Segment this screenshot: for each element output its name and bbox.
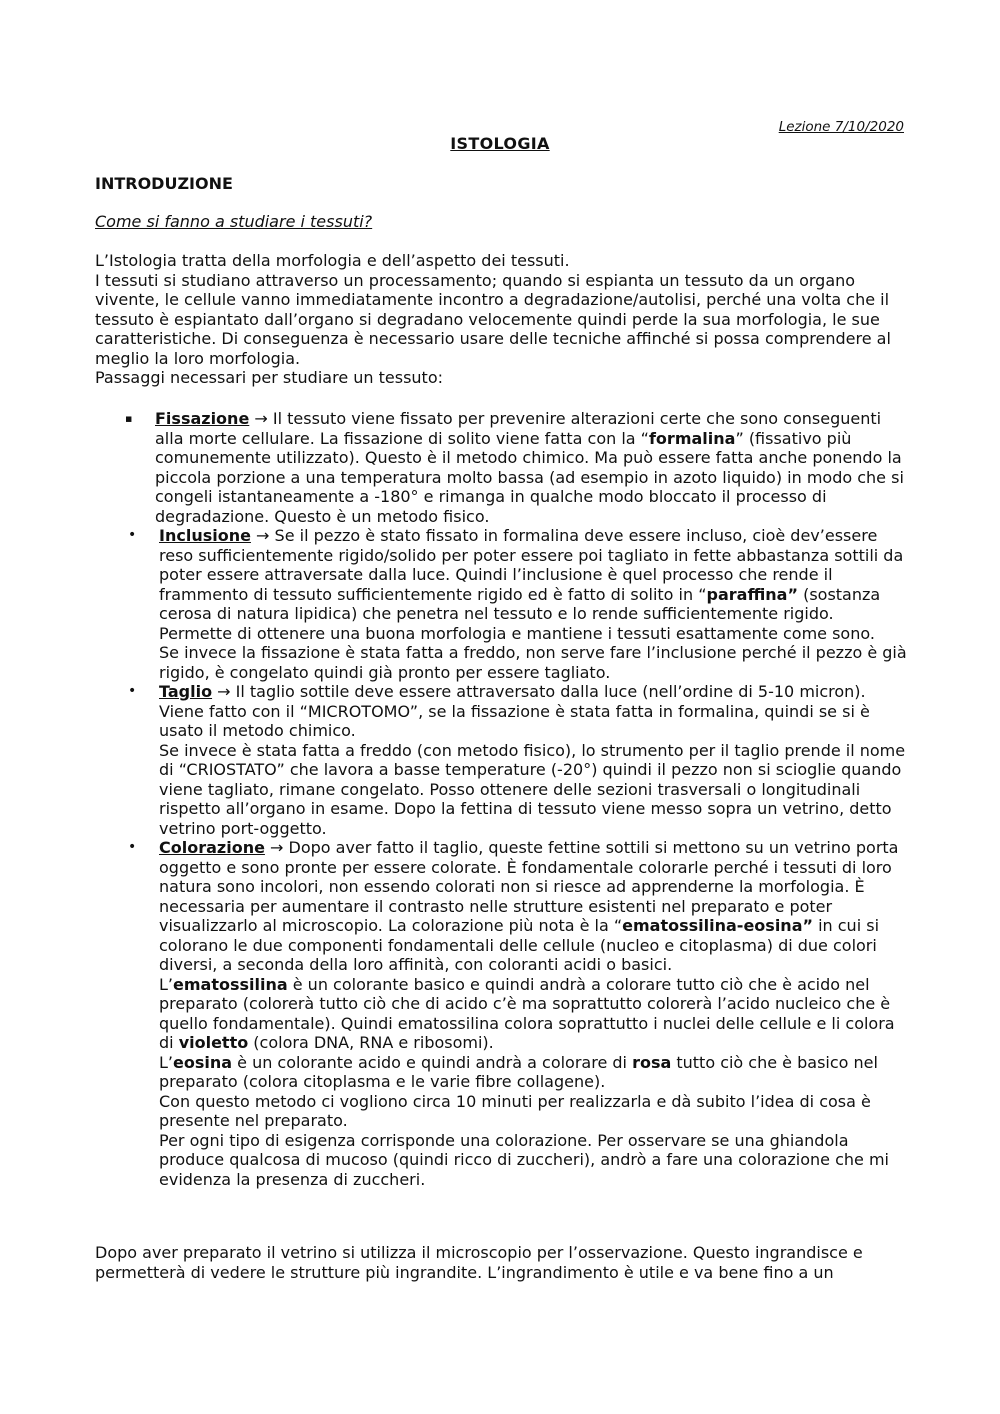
section-heading: INTRODUZIONE bbox=[95, 174, 233, 193]
bullet-icon: • bbox=[128, 683, 137, 699]
step-text: è un colorante basico e quindi andrà a colorare tutto ciò che è acido nel preparato (colorerà tutto ciò che di acido c’è ma soprattutto colorerà l’acido nucleico che è quello fondamentale). Quindi ematossilina colora soprattutto i nuclei delle cellule e li colora di bbox=[159, 974, 895, 1052]
step-paragraph: Con questo metodo ci vogliono circa 10 minuti per realizzarla e dà subito l’idea di cosa è presente nel preparato. bbox=[159, 1091, 871, 1130]
step-paragraph: Se invece la fissazione è stata fatta a freddo, non serve fare l’inclusione perché il pezzo è già rigido, è congelato quindi già pronto per essere tagliato. bbox=[159, 643, 907, 682]
bullet-icon: • bbox=[128, 527, 137, 543]
arrow-right-icon: → bbox=[264, 838, 289, 857]
arrow-right-icon: → bbox=[250, 526, 275, 545]
step-paragraph bbox=[155, 409, 910, 526]
step-text: in cui si colorano le due componenti fondamentali delle cellule (nucleo e citoplasma) di due colori diversi, a seconda della loro affinità, con coloranti acidi o basici. bbox=[159, 916, 880, 974]
step-text: è un colorante acido e quindi andrà a colorare di bbox=[232, 1052, 633, 1072]
step-paragraph bbox=[159, 1053, 910, 1092]
page-title: ISTOLOGIA bbox=[450, 134, 550, 153]
step-text: Dopo aver fatto il taglio, queste fettine sottili si mettono su un vetrino porta oggetto e sono pronte per essere colorate. È fondamentale colorarle perché i tessuti di loro natura sono incolori, non essendo colorati non si riesce ad apprenderne la morfologia. È necessaria per aumentare il contrasto nelle strutture esistenti nel preparato e poter visualizzarlo al microscopio. La colorazione più nota è la “ bbox=[159, 838, 899, 935]
step-text: (sostanza cerosa di natura lipidica) che penetra nel tessuto e lo rende sufficientemente rigido. Permette di ottenere una buona morfologia e mantiene i tessuti esattamente come sono. bbox=[159, 584, 881, 643]
step-text: L’ bbox=[159, 974, 173, 994]
bold-text: ematossilina bbox=[173, 974, 288, 994]
step-text: Se il pezzo è stato fissato in formalina deve essere incluso, cioè dev’essere reso sufficientemente rigido/solido per poter essere poi tagliato in fette abbastanza sottili da poter essere attraversate dalla luce. Quindi l’inclusione è quel processo che rende il frammento di tessuto sufficientemente rigido ed è fatto di solito in “ bbox=[159, 526, 904, 604]
bold-text: eosina bbox=[173, 1052, 233, 1072]
step-text: (colora DNA, RNA e ribosomi). bbox=[248, 1033, 494, 1052]
intro-text bbox=[95, 251, 910, 388]
step-paragraph bbox=[159, 526, 910, 643]
step-paragraph bbox=[159, 838, 910, 975]
bold-text: ematossilina-eosina” bbox=[622, 916, 813, 935]
lesson-date: Lezione 7/10/2020 bbox=[778, 119, 904, 135]
list-item-taglio bbox=[95, 682, 910, 838]
step-paragraph bbox=[159, 682, 910, 741]
arrow-right-icon: → bbox=[212, 682, 236, 701]
steps-list bbox=[95, 409, 910, 1189]
term-fissazione: Fissazione bbox=[155, 409, 250, 428]
step-text: Il taglio sottile deve essere attraversato dalla luce (nell’ordine di 5-10 micron). Viene fatto con il “MICROTOMO”, se la fissazione è stata fatta in formalina, quindi se si è usato il metodo chimico. bbox=[159, 682, 870, 740]
square-bullet-icon: ▪ bbox=[125, 412, 133, 425]
term-taglio: Taglio bbox=[159, 682, 213, 701]
step-paragraph: Per ogni tipo di esigenza corrisponde una colorazione. Per osservare se una ghiandola produce qualcosa di mucoso (quindi ricco di zuccheri), andrò a fare una colorazione che mi evidenza la presenza di zuccheri. bbox=[159, 1130, 889, 1189]
term-colorazione: Colorazione bbox=[159, 838, 265, 857]
list-item-colorazione bbox=[95, 838, 910, 1189]
intro-line: L’Istologia tratta della morfologia e dell’aspetto dei tessuti. bbox=[95, 251, 570, 270]
step-paragraph bbox=[159, 975, 910, 1053]
steps-intro: Passaggi necessari per studiare un tessuto: bbox=[95, 368, 443, 387]
closing-paragraph bbox=[95, 1243, 910, 1282]
bold-text: violetto bbox=[178, 1033, 249, 1052]
section-question: Come si fanno a studiare i tessuti? bbox=[95, 212, 373, 231]
term-inclusione: Inclusione bbox=[159, 526, 251, 545]
intro-paragraph: I tessuti si studiano attraverso un processamento; quando si espianta un tessuto da un organo vivente, le cellule vanno immediatamente incontro a degradazione/autolisi, perché una volta che il tessuto è espiantato dall’organo si degradano velocemente quindi perde la sua morfologia, le sue caratteristiche. Di conseguenza è necessario usare delle tecniche affinché si possa comprendere al meglio la loro morfologia. bbox=[95, 270, 891, 368]
bold-text: paraffina” bbox=[706, 584, 798, 604]
step-text: L’ bbox=[159, 1052, 173, 1072]
arrow-right-icon: → bbox=[249, 409, 273, 428]
step-text: tutto ciò che è basico nel preparato (colora citoplasma e le varie fibre collagene). bbox=[159, 1052, 878, 1091]
step-text: ” (fissativo più comunemente utilizzato). Questo è il metodo chimico. Ma può essere fatta anche ponendo la piccola porzione a una temperatura molto bassa (ad esempio in azoto liquido) in modo che si congeli istantaneamente a -180° e rimanga in qualche modo bloccato il processo di degradazione. Questo è un metodo fisico. bbox=[155, 428, 904, 526]
bullet-icon: • bbox=[128, 839, 137, 855]
bold-text: formalina bbox=[648, 428, 736, 448]
list-item-fissazione bbox=[95, 409, 910, 526]
closing-text: Dopo aver preparato il vetrino si utilizza il microscopio per l’osservazione. Questo ingrandisce e permetterà di vedere le strutture più ingrandite. L’ingrandimento è utile e va bene fino a un bbox=[95, 1243, 863, 1282]
bold-text: rosa bbox=[632, 1052, 672, 1072]
list-item-inclusione bbox=[95, 526, 910, 682]
step-text: Il tessuto viene fissato per prevenire alterazioni certe che sono conseguenti alla morte cellulare. La fissazione di solito viene fatta con la “ bbox=[155, 409, 882, 448]
step-paragraph: Se invece è stata fatta a freddo (con metodo fisico), lo strumento per il taglio prende il nome di “CRIOSTATO” che lavora a basse temperature (-20°) quindi il pezzo non si scioglie quando viene tagliato, rimane congelato. Posso ottenere delle sezioni trasversali o longitudinali rispetto all’organo in esame. Dopo la fettina di tessuto viene messo sopra un vetrino, detto vetrino port-oggetto. bbox=[159, 740, 906, 838]
